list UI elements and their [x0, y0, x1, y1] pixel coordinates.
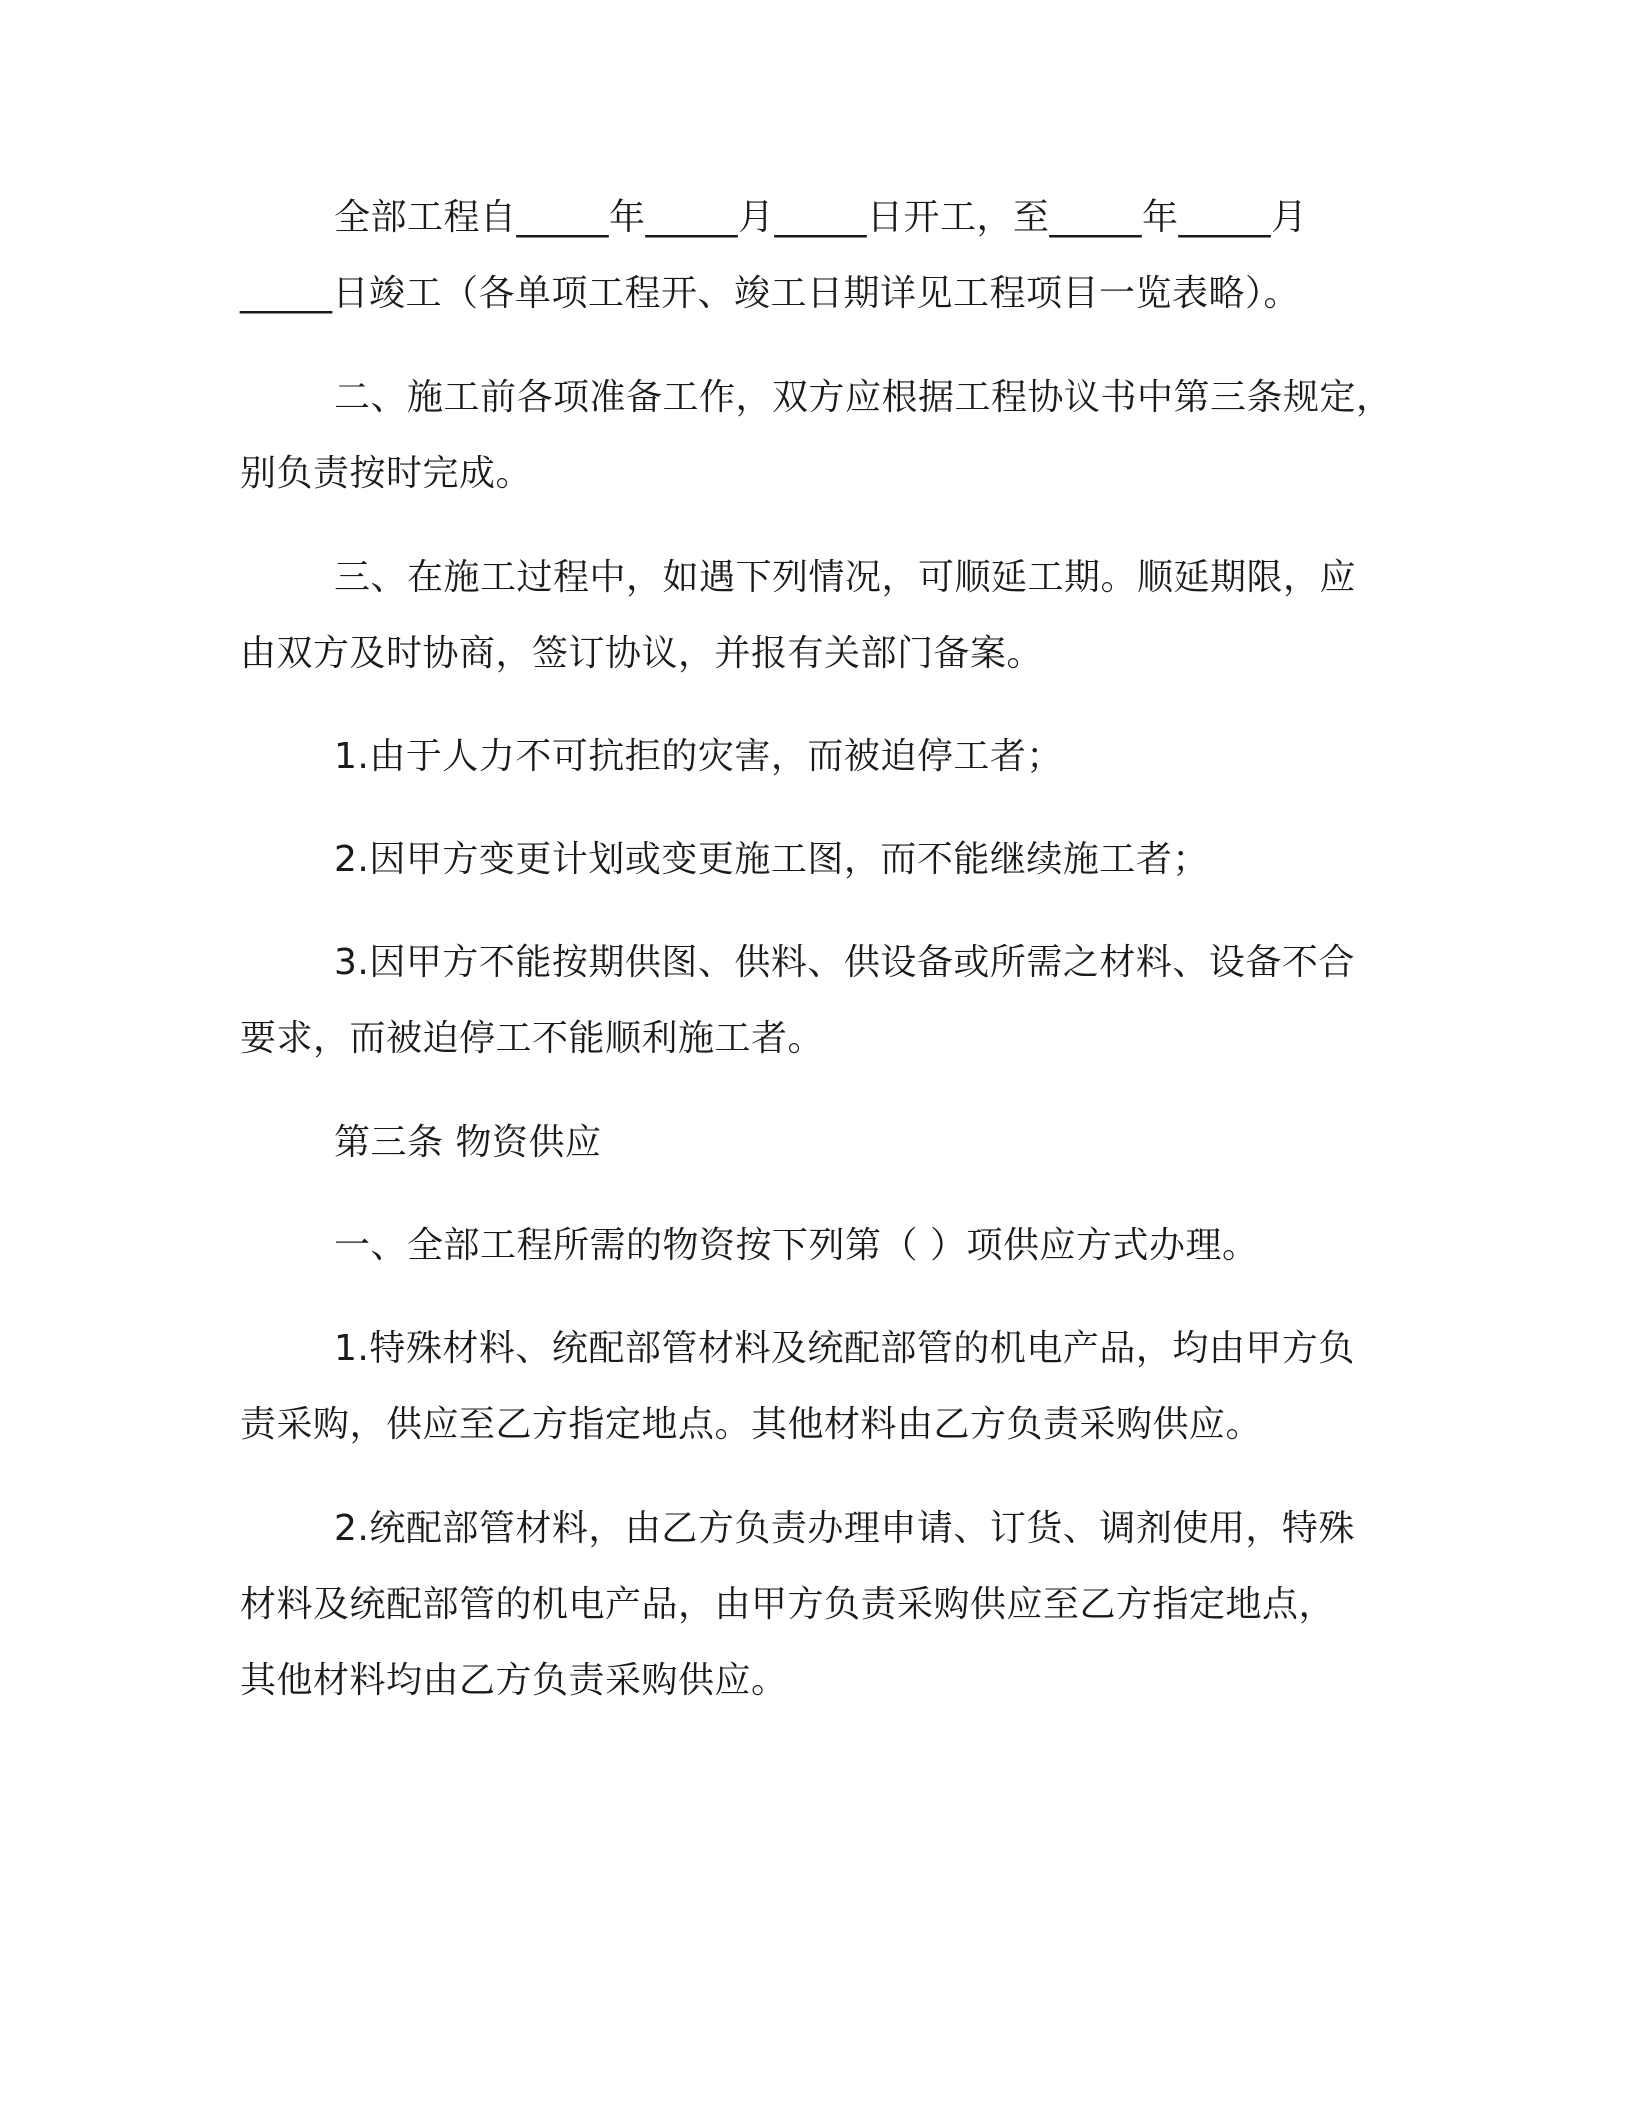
case-2-line: 2.因甲方变更计划或变更施工图，而不能继续施工者； — [334, 839, 1209, 880]
supply-2-line-3: 其他材料均由乙方负责采购供应。 — [240, 1660, 788, 1701]
case-3-line-2: 要求，而被迫停工不能顺利施工者。 — [240, 1018, 825, 1059]
case-3-line-1: 3.因甲方不能按期供图、供料、供设备或所需之材料、设备不合 — [334, 942, 1355, 983]
schedule-line-2: _____日竣工（各单项工程开、竣工日期详见工程项目一览表略）。 — [240, 273, 1301, 314]
preparation-line-1: 二、施工前各项准备工作，双方应根据工程协议书中第三条规定， — [334, 377, 1393, 418]
extension-line-1: 三、在施工过程中，如遇下列情况，可顺延工期。顺延期限，应 — [334, 557, 1357, 598]
case-1-line: 1.由于人力不可抗拒的灾害，而被迫停工者； — [334, 736, 1063, 777]
preparation-line-2: 别负责按时完成。 — [240, 453, 533, 494]
supply-2-line-2: 材料及统配部管的机电产品，由甲方负责采购供应至乙方指定地点， — [240, 1584, 1336, 1625]
supply-2-line-1: 2.统配部管材料，由乙方负责办理申请、订货、调剂使用，特殊 — [334, 1508, 1355, 1549]
schedule-line-1: 全部工程自_____年_____月_____日开工，至_____年_____月 — [334, 197, 1308, 238]
supply-1-line-1: 1.特殊材料、统配部管材料及统配部管的机电产品，均由甲方负 — [334, 1328, 1355, 1369]
extension-line-2: 由双方及时协商，签订协议，并报有关部门备案。 — [240, 633, 1044, 674]
supply-method-line: 一、全部工程所需的物资按下列第（ ）项供应方式办理。 — [334, 1225, 1259, 1266]
article-3-heading: 第三条 物资供应 — [334, 1122, 602, 1163]
supply-1-line-2: 责采购，供应至乙方指定地点。其他材料由乙方负责采购供应。 — [240, 1404, 1263, 1445]
